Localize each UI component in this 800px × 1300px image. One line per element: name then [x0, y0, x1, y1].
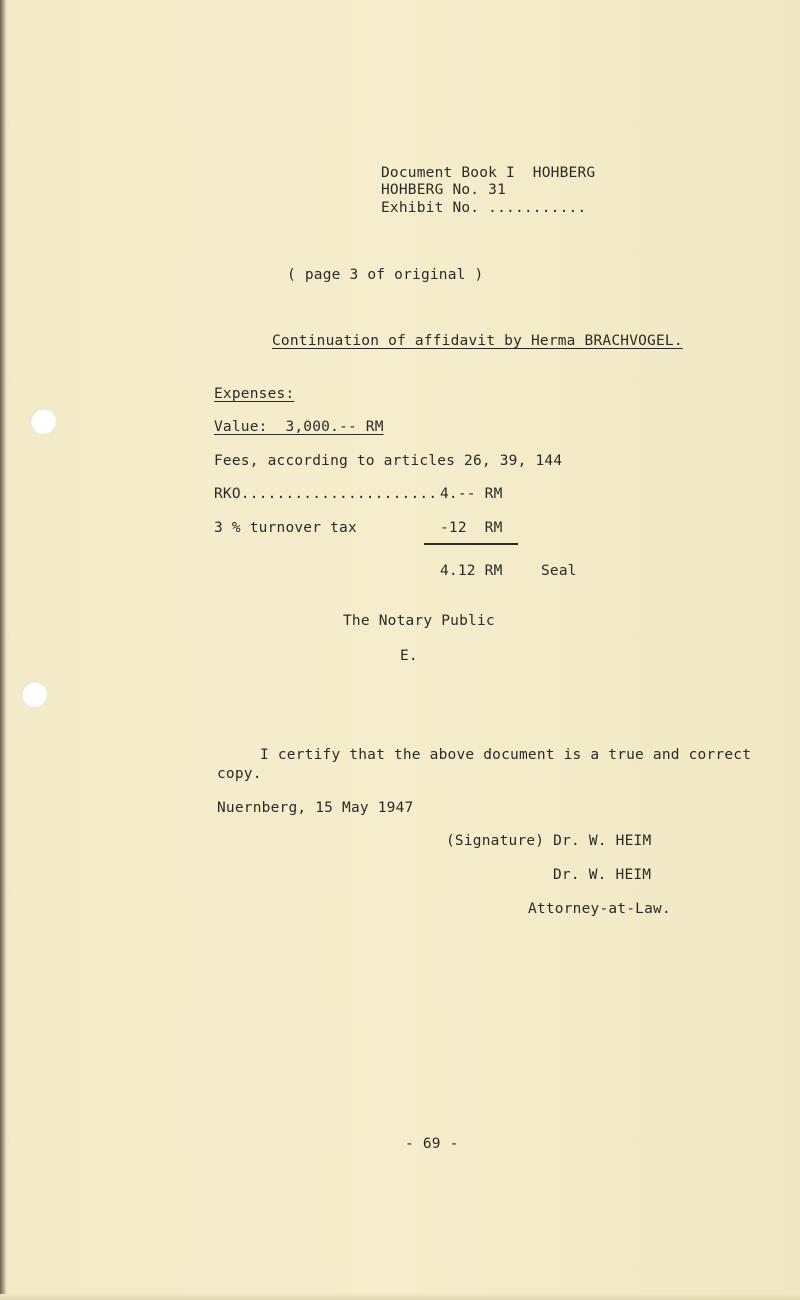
- certification-line-1: I certify that the above document is a true and correct: [260, 747, 752, 763]
- paper-left-edge: [0, 0, 6, 1300]
- certification-line-2: copy.: [217, 766, 262, 782]
- rko-amount: 4.-- RM: [440, 486, 503, 502]
- punch-hole-bottom: [21, 681, 47, 707]
- affidavit-title: Continuation of affidavit by Herma BRACHVOGEL.: [272, 333, 683, 349]
- page-number: - 69 -: [405, 1136, 459, 1152]
- expenses-heading: Expenses:: [214, 386, 295, 402]
- punch-hole-top: [30, 408, 56, 434]
- exhibit-number-line: Exhibit No. ...........: [381, 200, 587, 216]
- signer-name: Dr. W. HEIM: [553, 867, 652, 883]
- total-amount: 4.12 RM: [440, 563, 503, 579]
- tax-label: 3 % turnover tax: [214, 520, 357, 536]
- sum-rule: [424, 543, 518, 545]
- notary-title: The Notary Public: [343, 613, 495, 629]
- signer-title: Attorney-at-Law.: [528, 901, 671, 917]
- rko-label: RKO......................: [214, 486, 438, 502]
- fees-line: Fees, according to articles 26, 39, 144: [214, 453, 563, 469]
- paper-bottom-edge: [0, 1294, 800, 1300]
- signature-line: (Signature) Dr. W. HEIM: [446, 833, 652, 849]
- hohberg-number-line: HOHBERG No. 31: [381, 182, 507, 198]
- tax-amount: -12 RM: [440, 520, 503, 536]
- page-note: ( page 3 of original ): [287, 267, 484, 283]
- place-date: Nuernberg, 15 May 1947: [217, 800, 414, 816]
- notary-initial: E.: [400, 648, 418, 664]
- value-line: Value: 3,000.-- RM: [214, 419, 384, 435]
- document-book-line: Document Book I HOHBERG: [381, 165, 596, 181]
- seal-label: Seal: [541, 563, 577, 579]
